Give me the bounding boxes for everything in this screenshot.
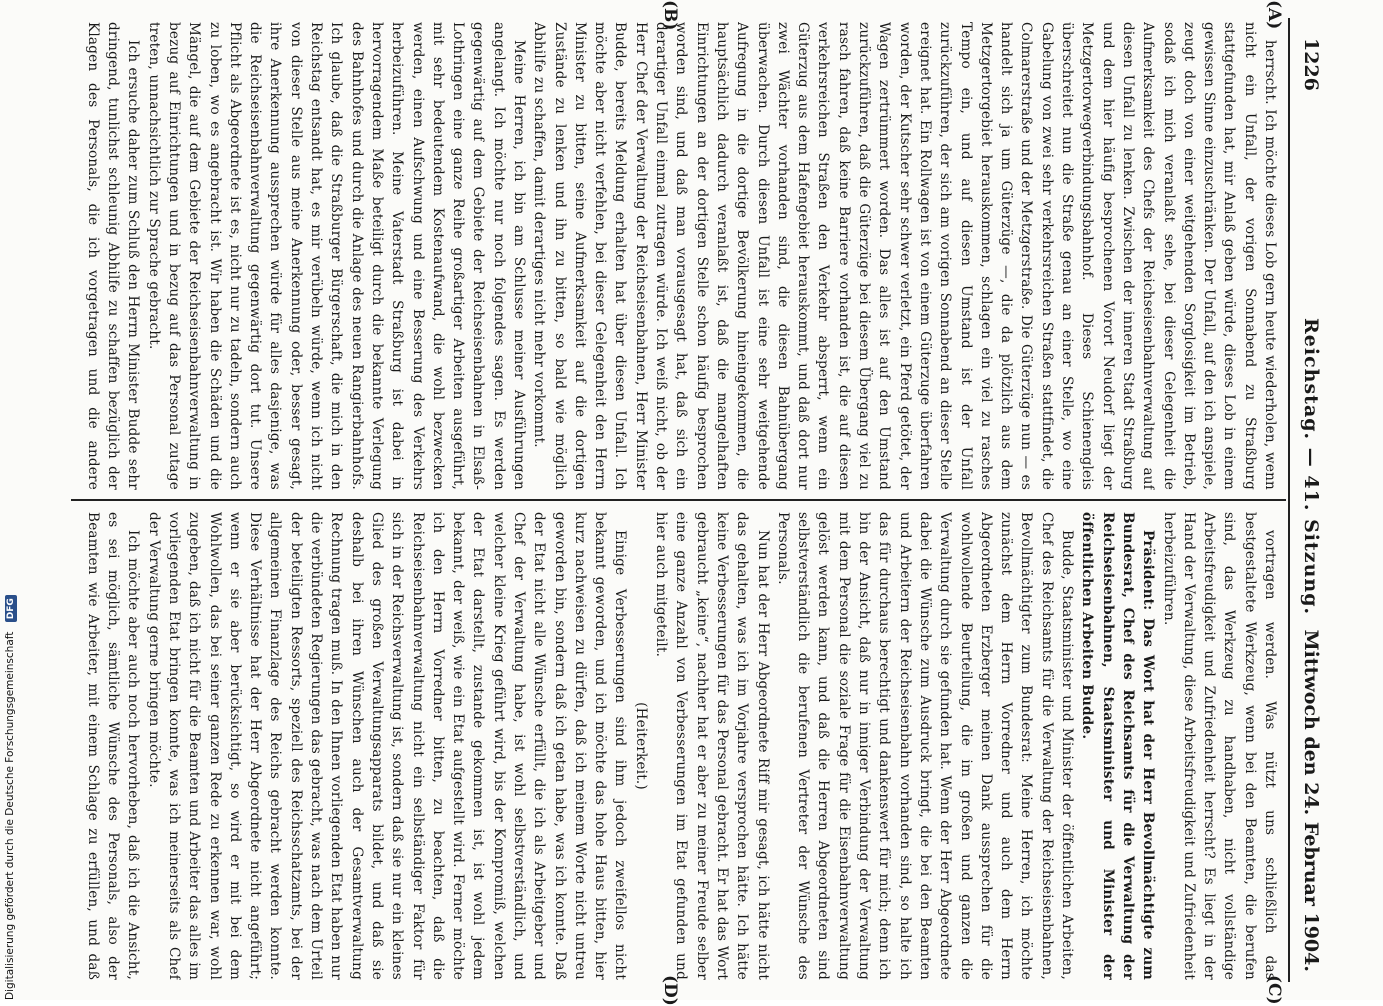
dfg-logo: DFG [5,595,17,622]
paragraph: herrscht. Ich möchte dieses Lob gern heute wiederholen, wenn nicht ein Unfall, der vorigen Sonnabend zu Straßburg stattgefunden hat, mir Anlaß geben würde, dieses Lob in einem gewissen Sinne einzuschränken. Der Unfall, auf den ich anspiele, zeugt doch von einer weitgehenden Sorglosigkeit im Betrieb, sodaß ich mich veranlaßt sehe, bei dieser Gelegenheit die Aufmerksamkeit des Chefs der Reichseisenbahnverwaltung auf diesen Unfall zu lenken. Zwischen der inneren Stadt Straßburg und dem hier häufig besprochenen Vorort Neudorf liegt der Metzgertorwegverbindungsbahnhof. Dieses Schienengleis überschreitet nun die Straße genau an einer Stelle, wo eine Gabelung von zwei sehr verkehrsreichen Straßen stattfindet, die Colmarerstraße und der Metzgerstraße. Die Güterzüge nun — es handelt sich ja um Güterzüge —, die da plötzlich aus dem Metzgertorgebiet herauskommen, schlagen ein viel zu rasches Tempo ein, und auf diesen Umstand ist der Unfall zurückzuführen, der sich am vorigen Sonnabend an dieser Stelle ereignet hat. Ein Rollwagen ist von einem Güterzuge überfahren worden, der Kutscher sehr schwer verletzt, ein Pferd getötet, der Wagen zertrümmert worden. Das alles ist auf den Umstand zurückzuführen, daß die Güterzüge bei diesem Übergang viel zu rasch fahren, daß keine Barriere vorhanden ist, die auf diesen verkehrsreichen Straßen den Verkehr absperrt, wenn ein Güterzug aus dem Hafengebiet herauskommt, und daß dort nur zwei Wächter vorhanden sind, die diesen Bahnübergang überwachen. Durch diesen Unfall ist eine sehr weitgehende Aufregung in die dortige Bevölkerung hineingekommen, die hauptsächlich dadurch veranlaßt ist, daß die mangelhaften Einrichtungen an der dortigen Stelle schon häufig besprochen worden sind, und daß man vorausgesagt hat, daß sich ein derartiger Unfall einmal zutragen würde. Ich weiß nicht, ob der Herr Chef der Verwaltung der Reichseisenbahnen, Herr Minister Budde, bereits Meldung erhalten hat über diesen Unfall. Ich möchte aber nicht verfehlen, bei dieser Gelegenheit den Herrn Minister zu bitten, seine Aufmerksamkeit auf die dortigen Zustände zu lenken und ihn zu bitten, so bald wie möglich Abhilfe zu schaffen, damit derartiges nicht mehr vorkommt. [531,22,1278,490]
paragraph: Budde, Staatsminister und Minister der öffentlichen Arbeiten, Chef des Reichsamts für die Verwaltung der Reichseisenbahnen, Bevollmächtigter zum Bundesrat: Meine Herren, ich möchte zunächst dem Herrn Vorredner und auch dem Herrn Abgeordneten Erzberger meinen Dank aussprechen für die wohlwollende Beurteilung, die im großen und ganzen die Verwaltung durch sie gefunden hat. Wenn der Herr Abgeordnete dabei die Wünsche zum Ausdruck bringt, die bei den Beamten und Arbeitern der Reichseisenbahn vorhanden sind, so halte ich das für durchaus berechtigt und dankenswert für mich; denn ich bin der Ansicht, daß nur in inniger Verbindung der Verwaltung mit dem Personal die soziale Frage für die Eisenbahnverwaltung gelöst werden kann, und daß die Herren Abgeordneten sind selbstverständlich die berufenen Vertreter der Wünsche des Personals. [774,512,1076,980]
paragraph: Nun hat der Herr Abgeordnete Riff mir gesagt, ich hätte nicht das gehalten, was ich im Vorjahre versprochen hätte. Ich hätte keine Verbesserungen für das Personal gebracht. Er hat das Wort gebraucht „keine“, nachher hat er aber zu meiner Freude selber eine ganze Anzahl von Verbesserungen im Etat gefunden und hier auch mitgeteilt. [653,512,771,980]
page-number: 1226 [1300,38,1322,91]
margin-mark-c: (C) [1264,975,1284,1005]
session-date: Mittwoch den 24. Februar 1904. [1300,629,1322,972]
right-column [80,512,1280,980]
digitization-credit [4,0,22,1000]
left-column [80,22,1280,490]
interjection: (Heiterkeit.) [632,702,649,790]
margin-mark-b: (B) [660,0,680,31]
paragraph: Einige Verbesserungen sind ihm jedoch zweifellos nicht bekannt geworden, und ich möchte das hohe Haus bitten, hier kurz nachweisen zu dürfen, daß ich meinem Worte nicht untreu geworden bin, sondern daß ich getan habe, was ich konnte. Daß der Etat nicht alle Wünsche erfüllt, die ich als Arbeitgeber und Chef der Verwaltung habe, ist wohl selbstverständlich, und welcher kleine Krieg geführt wird, bis der Kompromiß, welchen der Etat darstellt, zustande gekommen ist, ist wohl jedem bekannt, der weiß, wie ein Etat aufgestellt wird. Ferner möchte ich den Herrn Vorredner bitten, zu beachten, daß die Reichseisenbahnverwaltung nicht ein selbständiger Faktor für sich in der Reichsverwaltung ist, sondern daß sie nur ein kleines Glied des großen Verwaltungsapparats bildet, und daß sie deshalb bei ihren Wünschen auch der Gesamtverwaltung Rechnung tragen muß. In den Ihnen vorliegenden Etat haben nur die verbündeten Regierungen das gebracht, was nach dem Urteil der beteiligten Ressorts, speziell des Reichsschatzamts, bei der allgemeinen Finanzlage des Reichs gebracht werden konnte. Diese Verhältnisse hat der Herr Abgeordnete nicht angeführt; wenn er sie aber berücksichtigt, so wird er mit bei dem Wohlwollen, das bei seiner ganzen Rede zu erkennen war, wohl zugeben, daß ich nicht für die Beamten und Arbeiter das alles im vorliegenden Etat bringen konnte, was ich meinerseits als Chef der Verwaltung gerne bringen möchte. [145,512,629,980]
column-divider [71,499,1286,501]
rotated-page-content [50,0,1340,1006]
page-title: Reichstag. — 41. Sitzung. [1300,318,1322,616]
header-rule [1288,18,1290,982]
paragraph: Ich ersuche daher zum Schluß den Herrn Minister Budde sehr dringend, tunlichst schleunig Abhilfe zu schaffen bezüglich der Klagen des Personals, die ich vorgetragen und die andere [84,22,142,490]
speaker-paragraph: Präsident: Das Wort hat der Herr Bevollmächtigte zum Bundesrat, Chef des Reichsamts für die Verwaltung der Reichseisenbahnen, Staatsminister und Minister der öffentlichen Arbeiten Budde. [1079,512,1157,980]
paragraph: Meine Herren, ich bin am Schlusse meiner Ausführungen angelangt. Ich möchte nur noch folgendes sagen. Es werden gegenwärtig auf dem Gebiete der Reichseisenbahnen in Elsaß-Lothringen eine ganze Reihe großartiger Arbeiten ausgeführt, mit sehr bedeutendem Kostenaufwand, die wohl bezwecken werden, einen Aufschwung und eine Besserung des Verkehrs herbeizuführen. Meine Vaterstadt Straßburg ist dabei in hervorragendem Maße beteiligt durch die bekannte Verlegung des Bahnhofes und durch die Anlage des neuen Rangierbahnhofs. Ich glaube, daß die Straßburger Bürgerschaft, die mich in den Reichstag entsandt hat, es mir verübeln würde, wenn ich nicht von dieser Stelle aus meine Anerkennung oder, besser gesagt, ihre Anerkennung aussprechen würde für alles dasjenige, was die Reichseisenbahnverwaltung gegenwärtig dort tut. Unsere Pflicht als Abgeordnete ist es, nicht nur zu tadeln, sondern auch zu loben, wo es angebracht ist. Wir haben die Schäden und die Mängel, die auf dem Gebiete der Reichseisenbahnverwaltung in bezug auf Einrichtungen und in bezug auf das Personal zutage treten, unnachsichtlich zur Sprache gebracht. [145,22,528,490]
margin-mark-a: (A) [1264,0,1284,30]
paragraph: Ich möchte aber auch noch hervorheben, daß ich die Ansicht, es sei möglich, sämtliche Wünsche des Personals, also der Beamten wie Arbeiter, mit einem Schlage zu erfüllen, und daß [84,512,142,980]
credit-text: Digitalisierung gefördert durch die Deutsche Forschungsgemeinschaft [4,631,16,1000]
margin-mark-d: (D) [660,975,680,1006]
page-header [1294,18,1328,982]
paragraph: vortragen werden. Was nützt uns schließlich das bestgestaltete Werkzeug, wenn bei den Beamten, die berufen sind, das Werkzeug zu handhaben, nicht vollständige Arbeitsfreudigkeit und Zufriedenheit herrscht? Es liegt in der Hand der Verwaltung, diese Arbeitsfreudigkeit und Zufriedenheit herbeizuführen. [1160,512,1278,980]
